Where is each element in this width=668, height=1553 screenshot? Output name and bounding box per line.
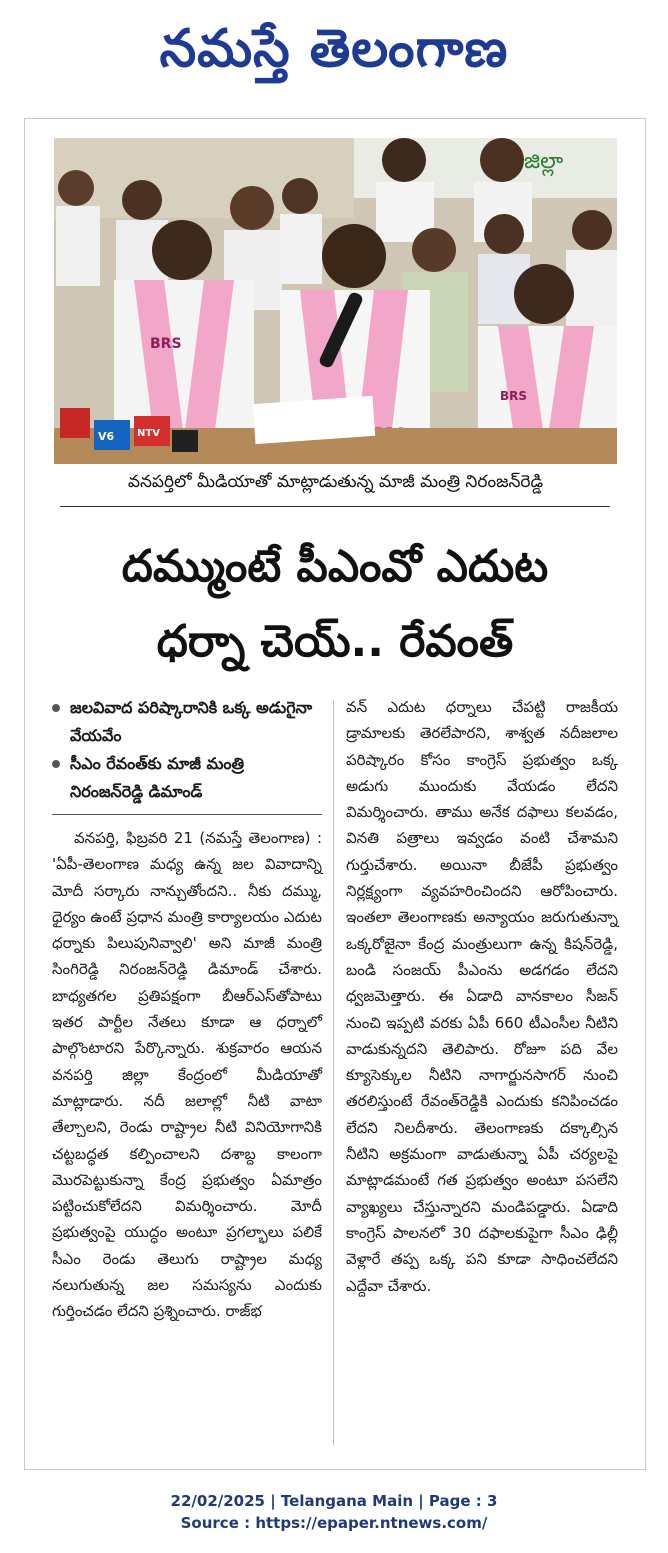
- highlight-1: జలవివాద పరిష్కారానికి ఒక్క అడుగైనా వేయవేం: [52, 694, 322, 750]
- banner-text: జిల్లా: [524, 149, 564, 174]
- article-column-left: [52, 694, 322, 1325]
- headline-line-1: దమ్ముంటే పీఎంవో ఎదుట: [121, 541, 549, 592]
- press-meet-photo: [54, 138, 617, 464]
- svg-text:NTV: NTV: [137, 428, 160, 439]
- footer-source: Source : https://epaper.ntnews.com/: [180, 1514, 488, 1532]
- photo-caption: వనపర్తిలో మీడియాతో మాట్లాడుతున్న మాజీ మంత్రి నిరంజన్‌రెడ్డి: [127, 472, 544, 492]
- news-photo: [54, 138, 617, 464]
- article-column-right: [346, 694, 618, 1299]
- newspaper-title: నమస్తే తెలంగాణ: [159, 19, 509, 79]
- caption-divider: [60, 506, 610, 507]
- footer-edition-info: 22/02/2025 | Telangana Main | Page : 3: [170, 1492, 498, 1510]
- scarf-text-left: BRS: [150, 336, 182, 352]
- bullet-icon: [52, 704, 60, 712]
- article-body-left: వనపర్తి, ఫిబ్రవరి 21 (నమస్తే తెలంగాణ) : 'ఏపీ-తెలంగాణ మధ్య ఉన్న జల వివాదాన్ని మోదీ సర్కారు నాన్చుతోందని.. నీకు దమ్ము, ధైర్యం ఉంటే ప్రధాన మంత్రి కార్యాలయం ఎదుట ధర్నాకు పిలుపునివ్వాలి' అని మాజీ మంత్రి సింగిరెడ్డి నిరంజన్‌రెడ్డి డిమాండ్ చేశారు. బాధ్యతగల ప్రతిపక్షంగా బీఆర్‌ఎస్‌తోపాటు ఇతర పార్టీల నేతలు కూడా ఆ ధర్నాలో పాల్గొంటారని పేర్కొన్నారు. శుక్రవారం ఆయన వనపర్తి జిల్లా కేంద్రంలో మీడియాతో మాట్లాడారు. నదీ జలాల్లో నీటి వాటా తేల్చాలని, రెండు రాష్ట్రాల నీటి వినియోగానికి చట్టబద్ధత కల్పించాలని దశాబ్ద కాలంగా మొరపెట్టుకున్నా కేంద్ర ప్రభుత్వం ఏమాత్రం పట్టించుకోలేదని విమర్శించారు. మోదీ ప్రభుత్వంపై యుద్ధం అంటూ ప్రగల్భాలు పలికే సీఎం రెండు తెలుగు రాష్ట్రాల మధ్య నలుగుతున్న జల సమస్యను ఎందుకు గుర్తించడం లేదని ప్రశ్నించారు. రాజ్‌భ: [52, 829, 322, 1321]
- highlight-2: సీఎం రేవంత్‌కు మాజీ మంత్రి నిరంజన్‌రెడ్డి డిమాండ్: [52, 750, 322, 806]
- highlights-divider: [52, 814, 322, 815]
- bullet-icon: [52, 760, 60, 768]
- headline-line-2: ధర్నా చెయ్.. రేవంత్: [156, 616, 514, 667]
- masthead: [0, 8, 668, 90]
- svg-text:V6: V6: [98, 430, 115, 443]
- column-divider: [333, 700, 334, 1445]
- scarf-text-right: BRS: [500, 389, 528, 403]
- article-body-right: వన్ ఎదుట ధర్నాలు చేపట్టి రాజకీయ డ్రామాలకు తెరలేపారని, శాశ్వత నదీజలాల పరిష్కారం కోసం కాంగ్రెస్ ప్రభుత్వం ఒక్క అడుగు ముందుకు వేయడం లేదని విమర్శించారు. తాము అనేక దఫాలు కలవడం, వినతి పత్రాలు ఇవ్వడం వంటి చేశామని గుర్తుచేశారు. అయినా బీజేపీ ప్రభుత్వం నిర్లక్ష్యంగా వ్యవహరించిందని ఆరోపించారు. ఇంతలా తెలంగాణకు అన్యాయం జరుగుతున్నా ఒక్కరోజైనా కేంద్ర మంత్రులుగా ఉన్న కిషన్‌రెడ్డి, బండి సంజయ్ పీఎంను అడగడం లేదని ధ్వజమెత్తారు. ఈ ఏడాది వానకాలం సీజన్ నుంచి ఇప్పటి వరకు ఏపీ 660 టీఎంసీల నీటిని వాడుకున్నదని తెలిపారు. రోజూ పది వేల క్యూసెక్కుల నీటిని నాగార్జునసాగర్ నుంచి తరలిస్తుంటే రేవంత్‌రెడ్డికి ఎందుకు కనిపించడం లేదని నిలదీశారు. తెలంగాణకు దక్కాల్సిన నీటిని అక్రమంగా వాడుతున్నా ఏపీ చర్యలపై మాట్లాడమంటే గత ప్రభుత్వం అంటూ పసలేని వ్యాఖ్యలు చేస్తున్నారని మండిపడ్డారు. ఏడాది కాంగ్రెస్ పాలనలో 30 దఫాలకుపైగా సీఎం ఢిల్లీ వెళ్లారే తప్ప ఒక్క పని కూడా సాధించలేదని ఎద్దేవా చేశారు.: [346, 698, 618, 1295]
- paper-sheet: [253, 396, 375, 444]
